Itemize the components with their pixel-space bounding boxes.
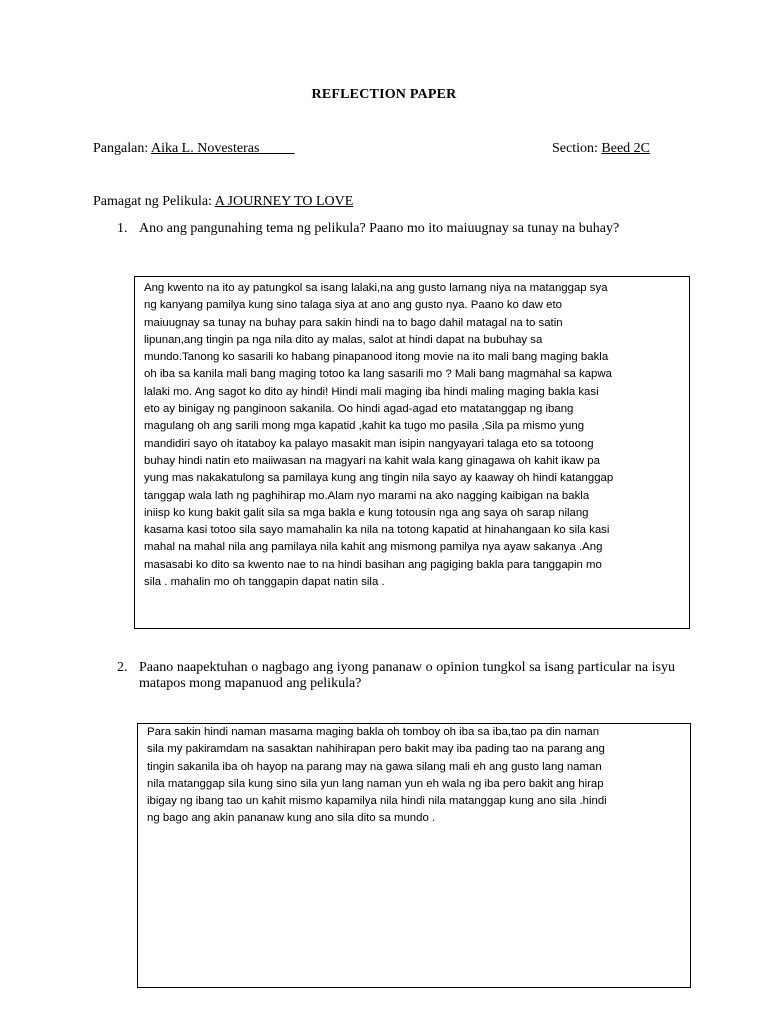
section-label: Section: <box>552 141 598 156</box>
name-value: Aika L. Novesteras <box>150 141 260 156</box>
answer-line: iniisp ko kung bakit galit sila sa mga bakla e kung totousin nga ang saya oh sarap nilang <box>144 506 589 519</box>
film-title-label: Pamagat ng Pelikula: <box>93 194 212 209</box>
answer-line: Ang kwento na ito ay patungkol sa isang lalaki,na ang gusto lamang niya na matanggap sya <box>144 282 608 294</box>
answer-line: magulang oh ang sarili mong mga kapatid ,kahit ka tugo mo pasila ,Sila pa mismo yung <box>144 420 585 433</box>
question-text: Paano naapektuhan o nagbago ang iyong pananaw o opinion tungkol sa isang particular na isyu matapos mong mapanuod ang pelikula? <box>139 660 675 691</box>
question-text: Ano ang pangunahing tema ng pelikula? Paano mo ito maiuugnay sa tunay na buhay? <box>139 221 620 236</box>
answer-line: ibigay ng ibang tao un kahit mismo kapamilya nila hindi nila matanggap kung ano sila .hindi <box>147 795 607 808</box>
answer-line: lipunan,ang tingin pa nga nila dito ay malas, salot at hindi dapat na bubuhay sa <box>144 333 543 346</box>
answer-box-2 <box>137 723 691 988</box>
answer-line: nila matanggap sila kung sino sila yun lang naman yun eh wala ng iba pero bakit ang hirap <box>147 777 604 790</box>
question-number: 2. <box>117 660 128 675</box>
name-label: Pangalan: <box>93 141 149 156</box>
answer-line: yung mas nakakatulong sa pamilaya kung ang tingin nila sayo ay kaaway oh hindi katanggap <box>144 472 614 485</box>
answer-line: mandidiri sayo oh itataboy ka palayo masakit man isipin nangyayari talaga eto sa totoong <box>144 437 594 450</box>
answer-line: kasama kasi totoo sila sayo mamahalin ka nila na totong kapatid at hinahangaan ko sila kasi <box>144 524 610 537</box>
answer-line: lalaki mo. Ang sagot ko dito ay hindi! Hindi mali maging iba hindi maling maging bakla kasi <box>144 385 599 398</box>
answer-line: tingin sakanila iba oh hayop na parang may na gawa silang mali eh ang gusto lang naman <box>147 760 602 773</box>
answer-line: mundo.Tanong ko sasarili ko habang pinapanood itong movie na ito mali bang maging bakla <box>144 351 609 364</box>
answer-box-1 <box>134 276 690 629</box>
section-field <box>552 141 650 157</box>
answer-line: sila my pakiramdam na sasaktan nahihirapan pero bakit may iba pading tao na parang ang <box>147 743 605 756</box>
answer-line: tanggap wala lath ng paghihirap mo.Alam nyo marami na ako nagging kaibigan na bakla <box>144 489 590 502</box>
answer-line: masasabi ko dito sa kwento nae to na hindi basihan ang pagiging bakla para tanggapin mo <box>144 558 602 571</box>
question-number: 1. <box>117 221 128 236</box>
answer-line: maiuugnay sa tunay na buhay para sakin hindi na to bago dahil matagal na to satin <box>144 316 563 329</box>
answer-line: eto ay binigay ng panginoon sakanila. Oo hindi agad-agad eto matatanggap ng ibang <box>144 403 574 416</box>
name-field <box>93 141 294 157</box>
answer-line: ng bago ang akin pananaw kung ano sila dito sa mundo . <box>147 812 436 825</box>
answer-line: buhay hindi natin eto maiiwasan na magyari na kahit wala kang ginagawa oh kahit ikaw pa <box>144 454 600 467</box>
section-value: Beed 2C <box>601 141 650 156</box>
answer-line: sila . mahalin mo oh tanggapin dapat natin sila . <box>144 576 385 589</box>
answer-line: mahal na mahal nila ang pamilaya nila kahit ang mismong pamilya nya ayaw sakanya .Ang <box>144 541 603 554</box>
question-1 <box>117 221 675 237</box>
film-title-value: A JOURNEY TO LOVE <box>214 194 354 209</box>
answer-line: oh iba sa kanila mali bang maging totoo ka lang sasarili mo ? Mali bang magmahal sa kapwa <box>144 368 612 381</box>
answer-line: Para sakin hindi naman masama maging bakla oh tomboy oh iba sa iba,tao pa din naman <box>147 726 600 738</box>
document-title: REFLECTION PAPER <box>311 87 457 102</box>
film-title-field <box>93 194 353 210</box>
answer-line: ng kanyang pamilya kung sino talaga siya at ano ang gusto nya. Paano ko daw eto <box>144 299 562 312</box>
question-2 <box>117 660 675 692</box>
